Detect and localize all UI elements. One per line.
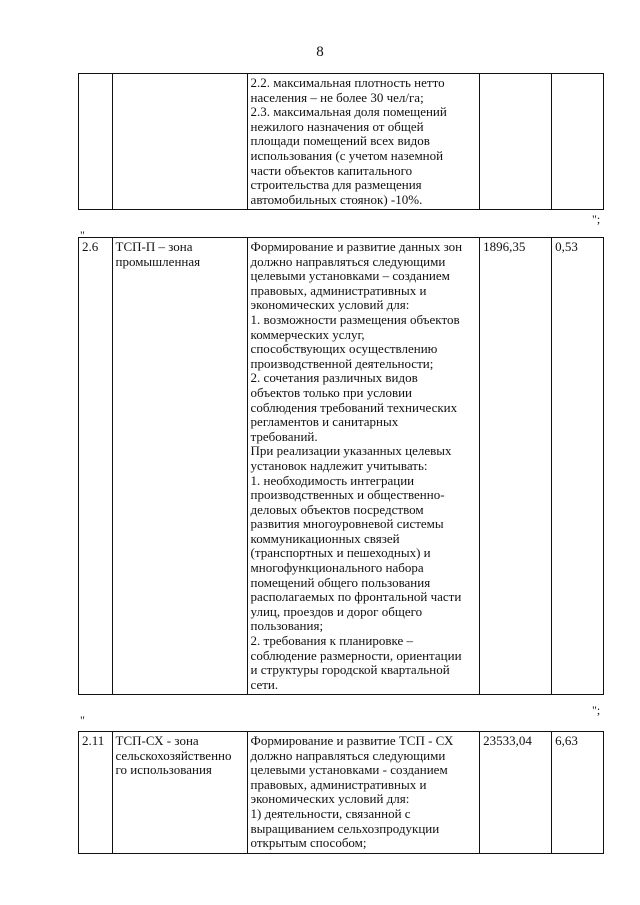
zone-line: го использования (115, 762, 212, 778)
cell-description (247, 732, 480, 854)
text-line: населения – не более 30 чел/га; (250, 89, 424, 105)
zone-line: сельскохозяйственно (115, 747, 232, 763)
page-number: 8 (316, 44, 324, 60)
table-row (79, 238, 604, 695)
text-line: многофункционального набора (250, 560, 424, 576)
text-line: требований. (250, 428, 318, 444)
text-line: Формирование и развитие ТСП - СХ (250, 733, 454, 748)
cell-number: 2.11 (79, 732, 113, 854)
closing-quote: "; (592, 703, 601, 717)
text-line: открытым способом; (250, 835, 367, 851)
text-line: производственных и общественно- (250, 487, 445, 503)
zone-line: промышленная (115, 253, 201, 269)
text-line: 2.2. максимальная плотность нетто (250, 75, 445, 90)
text-line: объектов только при условии (250, 384, 413, 400)
text-line: располагаемых по фронтальной части (250, 589, 462, 605)
cell-number (79, 74, 113, 210)
cell-description (247, 74, 480, 210)
text-line: способствующих осуществлению (250, 341, 438, 357)
cell-zone (112, 74, 247, 210)
text-line: пользования; (250, 618, 324, 634)
cell-percent: 0,53 (552, 238, 604, 695)
cell-number: 2.6 (79, 238, 113, 695)
text-line: установок надлежит учитывать: (250, 457, 428, 473)
text-line: производственной деятельности; (250, 355, 434, 371)
opening-quote: " (80, 713, 85, 727)
text-line: помещений общего пользования (250, 574, 431, 590)
cell-area (480, 74, 552, 210)
text-line: коммерческих услуг, (250, 326, 365, 342)
text-line: 2. требования к планировке – (250, 633, 413, 649)
text-line: 1. необходимость интеграции (250, 472, 415, 488)
text-line: целевыми установками - созданием (250, 762, 448, 778)
text-line: должно направляться следующими (250, 747, 446, 763)
text-line: выращиванием сельхозпродукции (250, 820, 440, 836)
cell-area: 23533,04 (480, 732, 552, 854)
text-line: коммуникационных связей (250, 530, 400, 546)
cell-percent: 6,63 (552, 732, 604, 854)
text-line: 2. сочетания различных видов (250, 370, 418, 386)
table-zone-2-11 (78, 731, 604, 854)
text-line: правовых, административных и (250, 776, 427, 792)
text-line: и структуры городской квартальной (250, 662, 450, 678)
text-line: (транспортных и пешеходных) и (250, 545, 431, 561)
text-line: нежилого назначения от общей (250, 118, 424, 134)
text-line: должно направляться следующими (250, 253, 446, 269)
table-zone-2-6 (78, 237, 604, 695)
text-line: использования (с учетом наземной (250, 147, 444, 163)
text-line: правовых, административных и (250, 282, 427, 298)
text-line: площади помещений всех видов (250, 133, 430, 149)
text-line: 1) деятельности, связанной с (250, 805, 411, 821)
text-line: развития многоуровневой системы (250, 516, 444, 532)
table-row (79, 74, 604, 210)
text-line: экономических условий для: (250, 791, 410, 807)
table-row (79, 732, 604, 854)
text-line: деловых объектов посредством (250, 501, 424, 517)
text-line: экономических условий для: (250, 297, 410, 313)
zone-line: ТСП-СХ - зона (115, 733, 199, 748)
text-line: При реализации указанных целевых (250, 443, 452, 459)
text-line: автомобильных стоянок) -10%. (250, 191, 423, 207)
table-continuation (78, 73, 604, 210)
cell-zone (112, 238, 247, 695)
cell-percent (552, 74, 604, 210)
text-line: 1. возможности размещения объектов (250, 311, 460, 327)
cell-zone (112, 732, 247, 854)
text-line: соблюдение размерности, ориентации (250, 647, 462, 663)
text-line: регламентов и санитарных (250, 414, 399, 430)
closing-quote: "; (592, 212, 601, 226)
text-line: 2.3. максимальная доля помещений (250, 104, 447, 120)
cell-area: 1896,35 (480, 238, 552, 695)
text-line: строительства для размещения (250, 177, 422, 193)
text-line: целевыми установками – созданием (250, 268, 450, 284)
text-line: Формирование и развитие данных зон (250, 239, 463, 254)
cell-description (247, 238, 480, 695)
text-line: улиц, проездов и дорог общего (250, 603, 423, 619)
opening-quote: " (80, 228, 85, 242)
zone-line: ТСП-П – зона (115, 239, 193, 254)
text-line: части объектов капитального (250, 162, 413, 178)
text-line: сети. (250, 676, 279, 692)
text-line: соблюдения требований технических (250, 399, 458, 415)
